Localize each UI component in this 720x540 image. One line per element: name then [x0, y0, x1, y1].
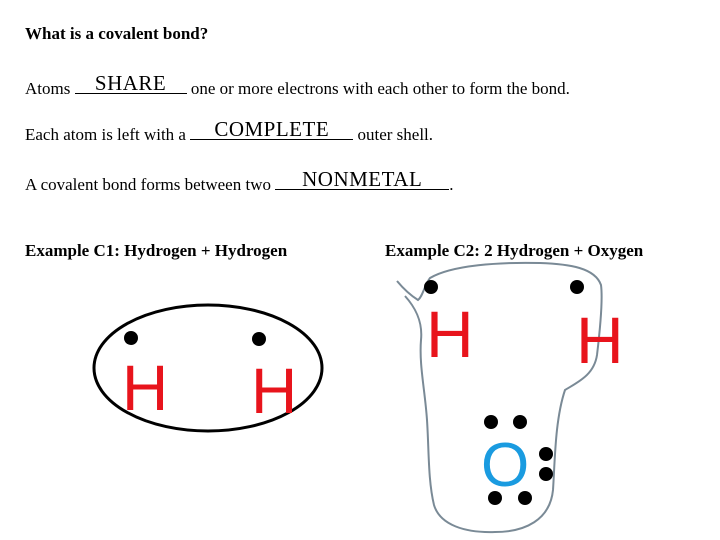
- example-c1-title: Example C1: Hydrogen + Hydrogen: [25, 241, 288, 260]
- electron-dot-h2: [252, 332, 266, 346]
- hydrogen-atom-c2-right: H: [576, 303, 624, 377]
- oxygen-electron-top-1: [484, 415, 498, 429]
- sentence-complete-after: outer shell.: [353, 125, 434, 144]
- hydrogen-atom-c2-left: H: [426, 297, 474, 371]
- hydrogen-atom-left: H: [122, 352, 169, 424]
- oxygen-electron-top-2: [513, 415, 527, 429]
- sentence-share-after: one or more electrons with each other to form the bond.: [186, 79, 570, 98]
- answer-nonmetal: NONMETAL: [302, 167, 423, 191]
- electron-dot-h1: [124, 331, 138, 345]
- electron-dot-h-right: [570, 280, 584, 294]
- hydrogen-atom-right: H: [251, 355, 298, 427]
- sentence-complete-before: Each atom is left with a: [25, 125, 191, 144]
- sentence-nonmetal-after: .: [449, 175, 454, 194]
- sentence-nonmetal-before: A covalent bond forms between two: [25, 175, 276, 194]
- electron-dot-h-left: [424, 280, 438, 294]
- question-heading: What is a covalent bond?: [25, 24, 209, 43]
- oxygen-atom: O: [481, 431, 530, 500]
- answer-complete: COMPLETE: [214, 117, 330, 141]
- oxygen-electron-right-2: [539, 467, 553, 481]
- oxygen-electron-right-1: [539, 447, 553, 461]
- example-c2-title: Example C2: 2 Hydrogen + Oxygen: [385, 241, 644, 260]
- sentence-share-before: Atoms: [25, 79, 75, 98]
- answer-share: SHARE: [94, 71, 167, 95]
